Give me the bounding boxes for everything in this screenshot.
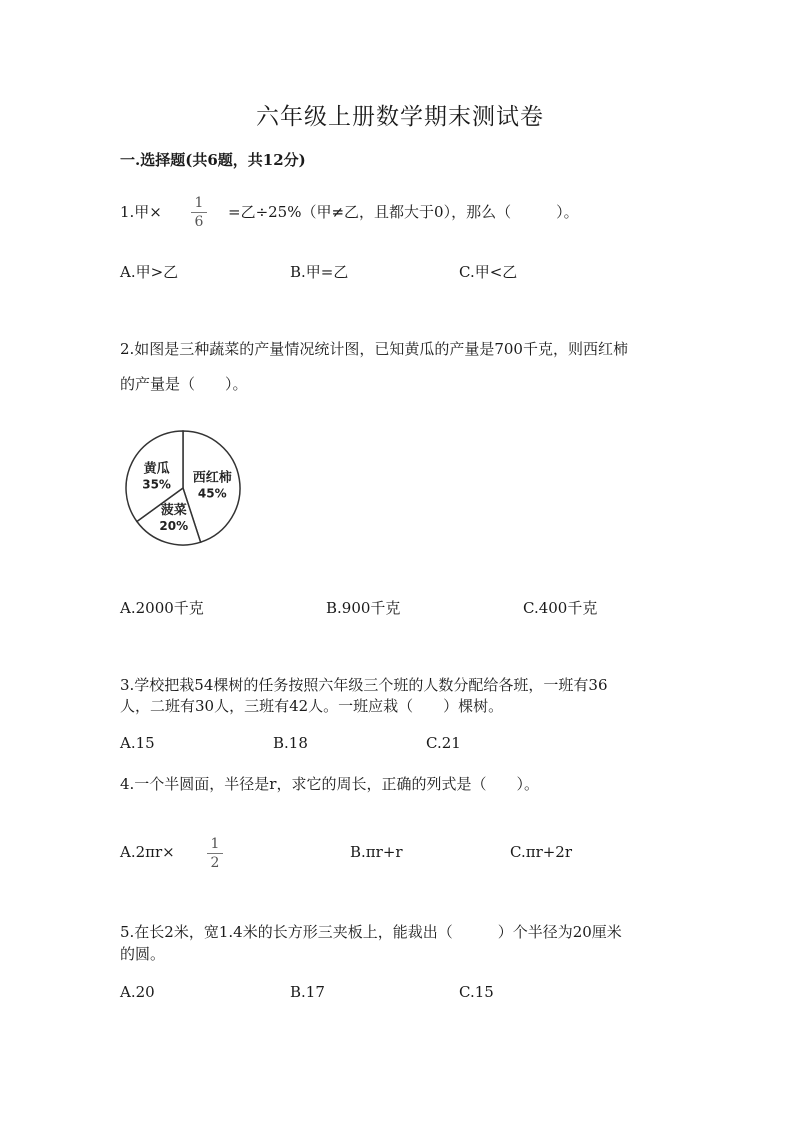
option-a[interactable]: A.20 [120,983,155,1001]
question-5-line-2: 的圆。 [120,945,166,963]
fraction-1-6 [191,195,207,230]
pie-slice-percent: 20% [159,519,189,534]
pie-chart [122,430,244,548]
question-1-suffix: =乙÷25%（甲≠乙，且都大于0），那么（ ）。 [228,203,579,221]
fraction-denominator: 6 [194,214,204,230]
pie-slice-label: 菠菜 [160,503,187,519]
fraction-numerator: 1 [194,195,204,211]
option-b[interactable]: B.18 [273,734,308,752]
option-a[interactable]: A.15 [120,734,155,752]
option-b[interactable]: B.17 [290,983,325,1001]
option-c[interactable]: C.21 [426,734,461,752]
option-b[interactable]: B.900千克 [326,599,401,617]
fraction-1-2 [207,836,223,871]
fraction-numerator: 1 [210,836,220,852]
option-a[interactable]: A.2πr× [120,843,175,861]
page-title: 六年级上册数学期末测试卷 [256,104,544,130]
question-5-line-1: 5.在长2米，宽1.4米的长方形三夹板上，能裁出（ ）个半径为20厘米 [120,923,622,941]
pie-slice-percent: 35% [142,477,171,492]
question-3-line-2: 人，二班有30人，三班有42人。一班应栽（ ）棵树。 [120,697,504,715]
pie-slice-percent: 45% [197,486,227,501]
option-c[interactable]: C.甲<乙 [459,263,518,281]
option-b[interactable]: B.甲=乙 [290,263,349,281]
option-b[interactable]: B.πr+r [350,843,403,861]
question-3-line-1: 3.学校把栽54棵树的任务按照六年级三个班的人数分配给各班，一班有36 [120,676,608,694]
pie-slice-label: 黄瓜 [143,461,170,477]
option-c[interactable]: C.15 [459,983,494,1001]
fraction-denominator: 2 [210,855,220,871]
question-2-line-2: 的产量是（ ）。 [120,375,248,393]
option-a[interactable]: A.2000千克 [120,599,204,617]
option-c[interactable]: C.400千克 [523,599,598,617]
question-2-line-1: 2.如图是三种蔬菜的产量情况统计图，已知黄瓜的产量是700千克，则西红柿 [120,340,628,358]
option-c[interactable]: C.πr+2r [510,843,573,861]
question-4-line-1: 4.一个半圆面，半径是r，求它的周长，正确的列式是（ ）。 [120,775,539,793]
section-heading: 一.选择题(共6题，共12分) [120,151,306,169]
option-a[interactable]: A.甲>乙 [120,263,179,281]
pie-slice-label: 西红柿 [192,470,232,486]
question-1-prefix: 1.甲× [120,203,162,221]
